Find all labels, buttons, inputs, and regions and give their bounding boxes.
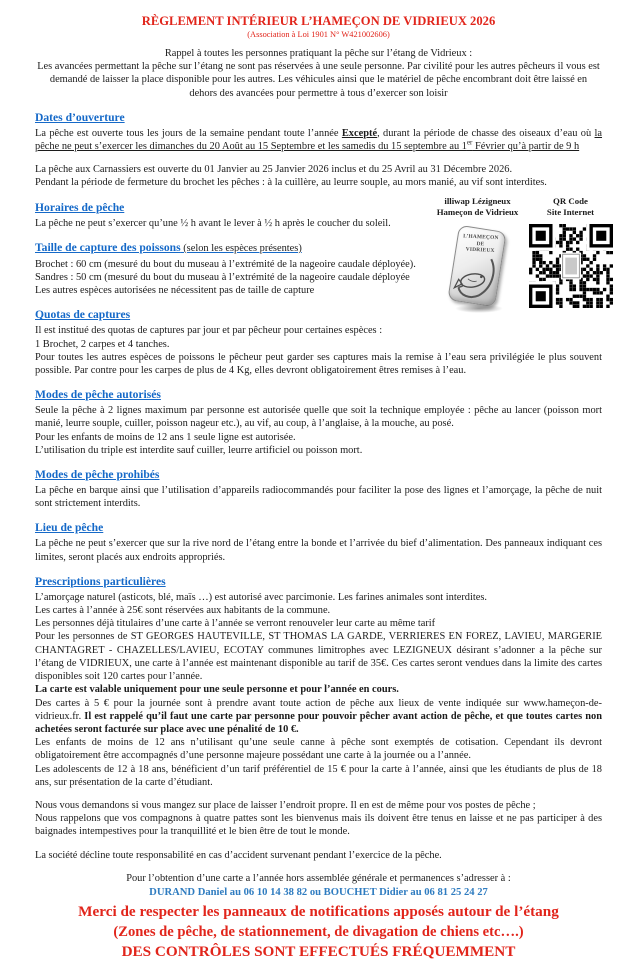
footer-red-notice-3: DES CONTRÔLES SONT EFFECTUÉS FRÉQUEMMENT xyxy=(121,943,516,961)
narrow-text-column xyxy=(35,201,442,351)
prescriptions-paragraph-1: L’amorçage naturel (asticots, blé, maïs …) est autorisé avec parcimonie. Les farines animales sont interdites. xyxy=(35,591,488,603)
logo-text-line1: L’HAMEÇON xyxy=(462,233,499,242)
section-heading-dates: Dates d’ouverture xyxy=(35,110,125,124)
taille-paragraph-3: Les autres espèces autorisées ne nécessitent pas de taille de capture xyxy=(35,285,315,297)
taille-heading-text: Taille de capture des poissons xyxy=(35,240,181,254)
page-title: RÈGLEMENT INTÉRIEUR L’HAMEÇON DE VIDRIEUX 2026 xyxy=(141,14,496,28)
intro-paragraph: Les avancées permettant la pêche sur l’étang ne sont pas réservées à une seule personne. Par civilité pour les autres pêcheurs il vous est demandé de laisser la place disponible pour les autres. Les véhicules ainsi que le matériel de pêche encombrant doit être laissé en dehors des avancées pour permettre à tous d’exercer son loisir xyxy=(37,61,600,99)
dates-paragraph-1 xyxy=(35,127,602,153)
qr-label-line1: QR Code xyxy=(553,196,588,206)
section-heading-quotas: Quotas de captures xyxy=(35,308,131,322)
footer-obtention-line: Pour l’obtention d’une carte a l’année hors assemblée générale et permanences s’adresser à : xyxy=(126,872,511,884)
association-logo-text xyxy=(457,233,504,255)
footer-red-notice-1: Merci de respecter les panneaux de notifications apposés autour de l’étang xyxy=(78,903,559,921)
section-heading-prohibes: Modes de pêche prohibés xyxy=(35,468,160,482)
logo-text-line2: DE xyxy=(475,240,485,247)
qr-column xyxy=(528,196,613,310)
section-heading-autorises: Modes de pêche autorisés xyxy=(35,388,161,402)
prohibes-paragraph: La pêche en barque ainsi que l’utilisation d’appareils radiocommandés pour faciliter la pose des lignes et l’amorçage, la pêche de nuit sont strictement interdits. xyxy=(35,485,602,510)
prescriptions-paragraph-4: Pour les personnes de ST GEORGES HAUTEVILLE, ST THOMAS LA GARDE, VERRIERES EN FOREZ, LAVIEU, MARGERIE CHANTAGRET - CHAZELLES/LAVIEU, ECOTAY communes limitrophes avec LEZIGNEUX désirant s’adonner a la pêche sur l’étang de VIDRIEUX, une carte à l’année est maintenant disponible au tarif de 35€. Ces cartes seront vendues dans la limite des cartes disponibles soit 120 cartes pour l’année. xyxy=(35,631,602,683)
qr-label-line2: Site Internet xyxy=(546,207,595,217)
qr-label xyxy=(528,196,613,218)
prescriptions-paragraph-6 xyxy=(35,697,602,737)
footer-contacts: DURAND Daniel au 06 10 14 38 82 ou BOUCHET Didier au 06 81 25 24 27 xyxy=(149,886,488,898)
association-logo xyxy=(451,228,505,310)
section-heading-prescriptions: Prescriptions particulières xyxy=(35,574,166,588)
autorises-paragraph-3: L’utilisation du triple est interdite sauf cuiller, leurre artificiel ou poisson mort. xyxy=(35,444,363,456)
illiwap-label-line1: illiwap Lézigneux xyxy=(444,196,511,206)
prescriptions-paragraph-9: Nous vous demandons si vous mangez sur place de laisser l’endroit propre. Il en est de même pour vos postes de pêche ; xyxy=(35,799,536,811)
qr-code-image xyxy=(529,224,613,308)
section-heading-horaires: Horaires de pêche xyxy=(35,200,125,214)
dates-superscript: er xyxy=(466,138,473,147)
dates-run-4a: la pêche ne peut s’exercer les dimanches du 20 Août au 15 Septembre et les samedis du 15 septembre au 1 xyxy=(35,127,603,153)
dates-paragraph-2: La pêche aux Carnassiers est ouverte du 01 Janvier au 25 Janvier 2026 inclus et du 25 Avril au 31 Décembre 2026. xyxy=(35,164,513,176)
lieu-paragraph: La pêche ne peut s’exercer que sur la rive nord de l’étang entre la bonde et l’arrivée du bief d’alimentation. Des panneaux indiquant ces limites, seront placés aux endroits appropriés. xyxy=(35,538,602,563)
dates-run-4b: Février qu’à partir de 9 h xyxy=(472,141,580,153)
dates-run-1: La pêche est ouverte tous les jours de la semaine pendant toute l’année xyxy=(35,127,342,139)
section-heading-taille xyxy=(35,241,442,256)
autorises-paragraph-1: Seule la pêche à 2 lignes maximum par personne est autorisée quelle que soit la technique employée : pêche au lancer (poisson mort manié, leurre souple, cuiller, poisson nageur etc.), au vif, au coup, à l’anglaise, à la mouche, au posé. xyxy=(35,405,602,430)
taille-heading-note: (selon les espèces présentes) xyxy=(180,242,302,254)
autorises-paragraph-2: Pour les enfants de moins de 12 ans 1 seule ligne est autorisée. xyxy=(35,431,296,443)
prescriptions-run-regular: Des cartes à 5 € pour la journée sont à prendre avant toute action de pêche aux lieux de vente indiquée sur www.hameçon-de-vidrieux.fr. xyxy=(35,697,602,722)
intro-block xyxy=(35,47,602,100)
dates-run-3: , durant la période de chasse des oiseaux d’eau où xyxy=(377,127,595,139)
dates-run-excepte: Excepté xyxy=(341,127,378,139)
prescriptions-paragraph-11: La société décline toute responsabilité en cas d’accident survenant pendant l’exercice de la pêche. xyxy=(35,849,442,861)
footer-red-notice-2: (Zones de pêche, de stationnement, de divagation de chiens etc….) xyxy=(113,924,524,941)
illiwap-label xyxy=(435,196,520,218)
prescriptions-paragraph-2: Les cartes à l’année à 25€ sont réservées aux habitants de la commune. xyxy=(35,605,331,617)
quotas-paragraph-3: Pour toutes les autres espèces de poissons le pêcheur peut garder ses captures mais la remise à l’eau sera privilégiée le plus souvent possible. Par contre pour les carpes de plus de 4 Kg, elles devront obligatoirement êtres remises à l’eau. xyxy=(35,351,602,377)
prescriptions-paragraph-3: Les personnes déjà titulaires d’une carte à l’année se verront renouveler leur carte au même tarif xyxy=(35,618,436,630)
section-heading-lieu: Lieu de pêche xyxy=(35,521,104,535)
horaires-paragraph: La pêche ne peut s’exercer qu’une ½ h avant le lever à ½ h après le coucher du soleil. xyxy=(35,217,391,229)
dates-paragraph-3: Pendant la période de fermeture du brochet les pêches : à la cuillère, au leurre souple, au mors manié, au vif sont interdites. xyxy=(35,177,547,189)
logo-text-line3: VIDRIEUX xyxy=(465,246,495,255)
footer-block xyxy=(35,872,602,962)
illiwap-label-line2: Hameçon de Vidrieux xyxy=(436,207,519,217)
prescriptions-paragraph-5: La carte est valable uniquement pour une seule personne et pour l’année en cours. xyxy=(35,684,399,696)
taille-paragraph-1: Brochet : 60 cm (mesuré du bout du museau à l’extrémité de la nageoire caudale déployée). xyxy=(35,258,416,270)
fish-hook-icon xyxy=(450,251,499,303)
quotas-paragraph-1: Il est institué des quotas de captures par jour et par pêcheur pour certaines espèces : xyxy=(35,325,383,337)
intro-line: Rappel à toutes les personnes pratiquant la pêche sur l’étang de Vidrieux : xyxy=(164,48,473,59)
association-logo-badge xyxy=(447,225,506,308)
page-subtitle: (Association à Loi 1901 N° W421002606) xyxy=(247,30,390,39)
illiwap-column xyxy=(435,196,520,310)
media-panel xyxy=(435,196,613,310)
prescriptions-paragraph-10: Nous rappelons que vos compagnons à quatre pattes sont les bienvenus mais ils doivent être tenus en laisse et ne pas participer à des baignades intempestives pour la tranquillité et le bien être de tout le monde. xyxy=(35,813,602,838)
prescriptions-run-bold: Il est rappelé qu’il faut une carte par personne pour pouvoir pêcher avant action de pêche, et que toutes cartes non achetées seront facturée sur place avec une pénalité de 10 €. xyxy=(35,710,602,735)
taille-paragraph-2: Sandres : 50 cm (mesuré du bout du museau à l’extrémité de la nageoire caudale déployée xyxy=(35,272,410,284)
quotas-paragraph-2: 1 Brochet, 2 carpes et 4 tanches. xyxy=(35,338,170,350)
prescriptions-paragraph-8: Les adolescents de 12 à 18 ans, bénéficient d’un tarif préférentiel de 15 € pour la carte à l’année, ainsi que les étudiants de plus de 18 ans, sur présentation de la carte d’étudiant. xyxy=(35,763,602,788)
prescriptions-paragraph-7: Les enfants de moins de 12 ans n’utilisant qu’une seule canne à pêche sont exemptés de cotisation. Cependant ils devront obligatoirement être accompagnés d’une personne majeure possédant une carte à la journée ou a l’année. xyxy=(35,737,602,762)
